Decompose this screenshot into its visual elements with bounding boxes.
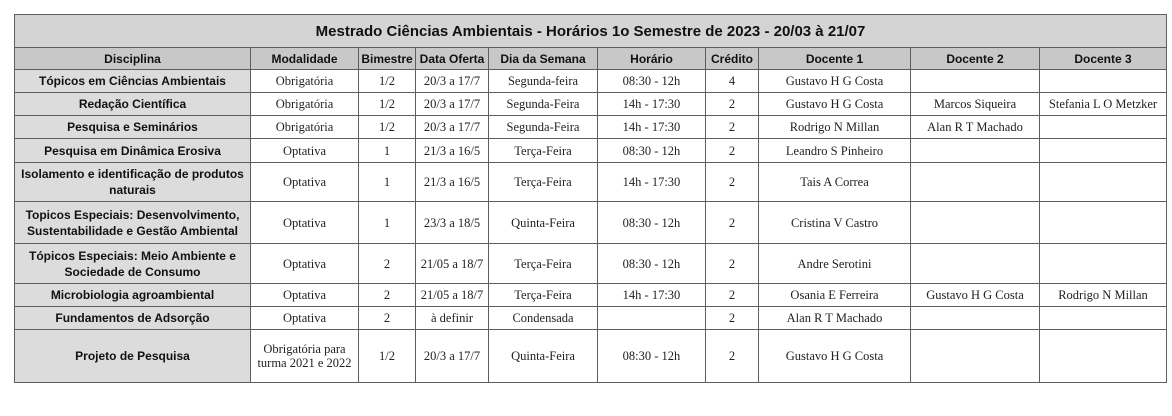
- cell-docente-1: Rodrigo N Millan: [759, 116, 911, 139]
- column-header-bimestre: Bimestre: [359, 48, 416, 70]
- cell-credito: 2: [706, 284, 759, 307]
- cell-data-oferta: 20/3 a 17/7: [416, 330, 489, 383]
- cell-data-oferta: 23/3 a 18/5: [416, 202, 489, 244]
- column-header-data-oferta: Data Oferta: [416, 48, 489, 70]
- cell-bimestre: 2: [359, 307, 416, 330]
- column-header-modalidade: Modalidade: [251, 48, 359, 70]
- cell-docente-2: [911, 202, 1040, 244]
- column-header-credito: Crédito: [706, 48, 759, 70]
- table-row: [15, 70, 1167, 93]
- cell-bimestre: 1/2: [359, 93, 416, 116]
- column-header-docente-2: Docente 2: [911, 48, 1040, 70]
- cell-bimestre: 1/2: [359, 330, 416, 383]
- cell-disciplina: Pesquisa em Dinâmica Erosiva: [15, 139, 251, 163]
- cell-bimestre: 1: [359, 139, 416, 163]
- cell-docente-2: [911, 163, 1040, 202]
- header-row: [15, 48, 1167, 70]
- cell-dia-da-semana: Terça-Feira: [489, 163, 598, 202]
- cell-modalidade: Obrigatória: [251, 70, 359, 93]
- cell-docente-1: Gustavo H G Costa: [759, 70, 911, 93]
- cell-credito: 4: [706, 70, 759, 93]
- cell-bimestre: 1: [359, 163, 416, 202]
- cell-data-oferta: 21/3 a 16/5: [416, 139, 489, 163]
- table-row: [15, 139, 1167, 163]
- table-row: [15, 202, 1167, 244]
- cell-horario: 08:30 - 12h: [598, 70, 706, 93]
- cell-dia-da-semana: Condensada: [489, 307, 598, 330]
- cell-dia-da-semana: Terça-Feira: [489, 139, 598, 163]
- cell-docente-3: [1040, 116, 1167, 139]
- cell-docente-2: [911, 70, 1040, 93]
- cell-horario: 08:30 - 12h: [598, 139, 706, 163]
- cell-docente-3: [1040, 163, 1167, 202]
- cell-docente-3: [1040, 202, 1167, 244]
- cell-horario: 14h - 17:30: [598, 163, 706, 202]
- column-header-docente-1: Docente 1: [759, 48, 911, 70]
- cell-horario: 08:30 - 12h: [598, 202, 706, 244]
- cell-data-oferta: 20/3 a 17/7: [416, 93, 489, 116]
- column-header-disciplina: Disciplina: [15, 48, 251, 70]
- table-row: [15, 307, 1167, 330]
- cell-docente-2: [911, 139, 1040, 163]
- cell-bimestre: 1/2: [359, 116, 416, 139]
- cell-horario: 14h - 17:30: [598, 93, 706, 116]
- cell-modalidade: Optativa: [251, 202, 359, 244]
- cell-horario: 08:30 - 12h: [598, 330, 706, 383]
- cell-disciplina: Topicos Especiais: Desenvolvimento, Sustentabilidade e Gestão Ambiental: [15, 202, 251, 244]
- cell-disciplina: Tópicos Especiais: Meio Ambiente e Sociedade de Consumo: [15, 244, 251, 284]
- cell-bimestre: 1/2: [359, 70, 416, 93]
- cell-disciplina: Pesquisa e Seminários: [15, 116, 251, 139]
- cell-bimestre: 2: [359, 284, 416, 307]
- cell-horario: 14h - 17:30: [598, 116, 706, 139]
- cell-dia-da-semana: Segunda-feira: [489, 70, 598, 93]
- cell-docente-3: [1040, 244, 1167, 284]
- schedule-table: [14, 14, 1167, 383]
- cell-docente-3: Stefania L O Metzker: [1040, 93, 1167, 116]
- cell-modalidade: Obrigatória para turma 2021 e 2022: [251, 330, 359, 383]
- cell-disciplina: Fundamentos de Adsorção: [15, 307, 251, 330]
- cell-docente-1: Andre Serotini: [759, 244, 911, 284]
- cell-docente-3: Rodrigo N Millan: [1040, 284, 1167, 307]
- cell-dia-da-semana: Quinta-Feira: [489, 202, 598, 244]
- cell-dia-da-semana: Segunda-Feira: [489, 93, 598, 116]
- cell-dia-da-semana: Terça-Feira: [489, 244, 598, 284]
- cell-data-oferta: 20/3 a 17/7: [416, 70, 489, 93]
- cell-docente-3: [1040, 307, 1167, 330]
- cell-docente-1: Alan R T Machado: [759, 307, 911, 330]
- cell-docente-1: Cristina V Castro: [759, 202, 911, 244]
- cell-docente-1: Gustavo H G Costa: [759, 93, 911, 116]
- cell-modalidade: Optativa: [251, 139, 359, 163]
- cell-credito: 2: [706, 163, 759, 202]
- cell-docente-2: Alan R T Machado: [911, 116, 1040, 139]
- cell-disciplina: Isolamento e identificação de produtos naturais: [15, 163, 251, 202]
- cell-modalidade: Optativa: [251, 163, 359, 202]
- cell-docente-2: Marcos Siqueira: [911, 93, 1040, 116]
- column-header-horario: Horário: [598, 48, 706, 70]
- cell-modalidade: Obrigatória: [251, 93, 359, 116]
- cell-credito: 2: [706, 330, 759, 383]
- cell-docente-2: [911, 330, 1040, 383]
- cell-modalidade: Optativa: [251, 284, 359, 307]
- cell-dia-da-semana: Segunda-Feira: [489, 116, 598, 139]
- cell-horario: 08:30 - 12h: [598, 244, 706, 284]
- cell-bimestre: 1: [359, 202, 416, 244]
- cell-credito: 2: [706, 202, 759, 244]
- cell-modalidade: Optativa: [251, 307, 359, 330]
- cell-disciplina: Tópicos em Ciências Ambientais: [15, 70, 251, 93]
- cell-modalidade: Optativa: [251, 244, 359, 284]
- cell-docente-1: Leandro S Pinheiro: [759, 139, 911, 163]
- cell-docente-1: Tais A Correa: [759, 163, 911, 202]
- cell-credito: 2: [706, 307, 759, 330]
- cell-docente-2: Gustavo H G Costa: [911, 284, 1040, 307]
- cell-credito: 2: [706, 139, 759, 163]
- cell-credito: 2: [706, 93, 759, 116]
- cell-credito: 2: [706, 116, 759, 139]
- cell-bimestre: 2: [359, 244, 416, 284]
- table-row: [15, 244, 1167, 284]
- cell-data-oferta: 21/05 a 18/7: [416, 244, 489, 284]
- cell-docente-3: [1040, 70, 1167, 93]
- cell-modalidade: Obrigatória: [251, 116, 359, 139]
- cell-docente-3: [1040, 139, 1167, 163]
- cell-docente-2: [911, 244, 1040, 284]
- table-row: [15, 93, 1167, 116]
- cell-disciplina: Microbiologia agroambiental: [15, 284, 251, 307]
- cell-disciplina: Projeto de Pesquisa: [15, 330, 251, 383]
- cell-data-oferta: 21/05 a 18/7: [416, 284, 489, 307]
- cell-docente-1: Osania E Ferreira: [759, 284, 911, 307]
- cell-docente-2: [911, 307, 1040, 330]
- cell-docente-3: [1040, 330, 1167, 383]
- column-header-docente-3: Docente 3: [1040, 48, 1167, 70]
- cell-credito: 2: [706, 244, 759, 284]
- table-title: Mestrado Ciências Ambientais - Horários 1o Semestre de 2023 - 20/03 à 21/07: [15, 15, 1167, 48]
- cell-dia-da-semana: Terça-Feira: [489, 284, 598, 307]
- cell-disciplina: Redação Científica: [15, 93, 251, 116]
- cell-dia-da-semana: Quinta-Feira: [489, 330, 598, 383]
- table-row: [15, 284, 1167, 307]
- cell-data-oferta: à definir: [416, 307, 489, 330]
- cell-horario: [598, 307, 706, 330]
- cell-data-oferta: 21/3 a 16/5: [416, 163, 489, 202]
- table-row: [15, 163, 1167, 202]
- cell-docente-1: Gustavo H G Costa: [759, 330, 911, 383]
- table-row: [15, 116, 1167, 139]
- table-body: [15, 70, 1167, 383]
- column-header-dia-da-semana: Dia da Semana: [489, 48, 598, 70]
- table-row: [15, 330, 1167, 383]
- cell-horario: 14h - 17:30: [598, 284, 706, 307]
- cell-data-oferta: 20/3 a 17/7: [416, 116, 489, 139]
